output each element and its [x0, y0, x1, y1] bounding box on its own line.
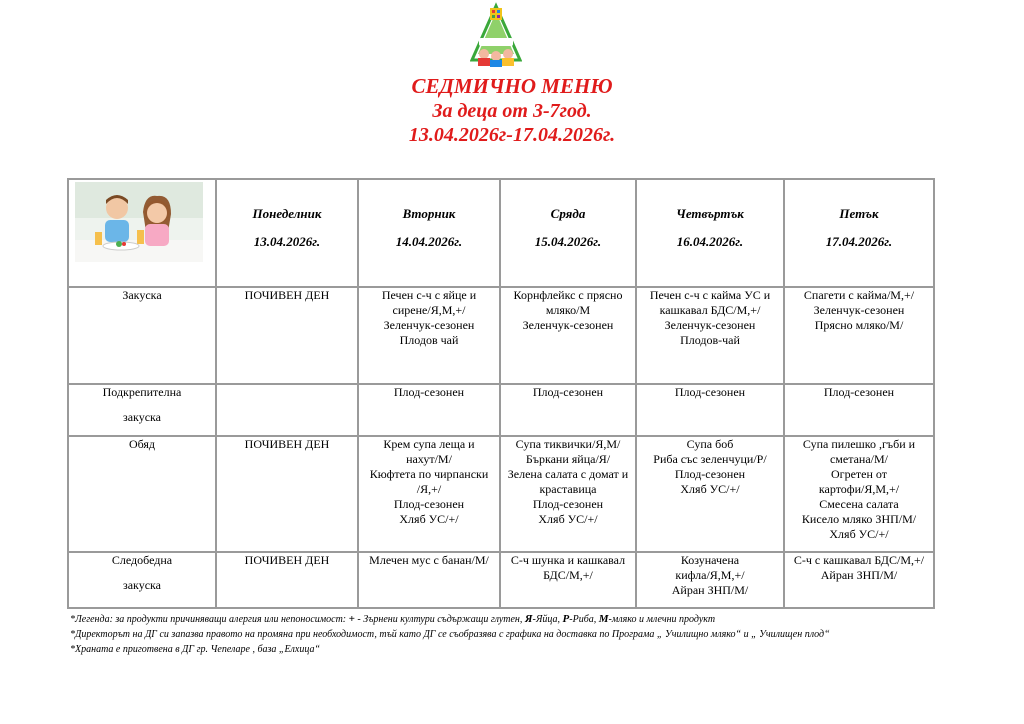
- menu-item-line: С-ч с кашкавал БДС/М,+/: [793, 553, 925, 567]
- menu-item-line: сирене/Я,М,+/: [392, 303, 466, 317]
- day-name: Вторник: [402, 206, 456, 221]
- legend-symbol: М: [598, 613, 609, 625]
- menu-cell: [216, 384, 358, 436]
- photo-cell: [68, 179, 216, 287]
- legend-symbol: Р: [562, 613, 570, 625]
- menu-item-line: кифла/Я,М,+/: [675, 568, 745, 582]
- menu-item-line: Плод-сезонен: [674, 385, 746, 399]
- menu-cell: [636, 287, 784, 384]
- menu-item-line: Зеленчук-сезонен: [383, 318, 475, 332]
- menu-title: СЕДМИЧНО МЕНЮ: [411, 74, 613, 98]
- menu-item-line: Смесена салата: [819, 497, 899, 511]
- menu-item-line: Супа пилешко ,гъби и: [802, 437, 916, 451]
- menu-item-line: Плодов чай: [399, 333, 459, 347]
- meal-label-text: Обяд: [128, 437, 156, 451]
- legend-block: [70, 612, 830, 657]
- weekly-menu-table: [67, 178, 935, 609]
- legend-symbol: +: [348, 613, 355, 625]
- menu-cell: [636, 436, 784, 552]
- menu-item-line: Плод-сезонен: [393, 497, 465, 511]
- children-eating-photo: [75, 182, 203, 262]
- menu-cell: [358, 436, 500, 552]
- menu-item-line: ПОЧИВЕН ДЕН: [244, 553, 330, 567]
- day-date: 16.04.2026г.: [676, 234, 744, 249]
- menu-item-line: С-ч шунка и кашкавал: [510, 553, 626, 567]
- afternoon-snack-row: [68, 552, 934, 608]
- menu-cell: [784, 287, 934, 384]
- day-name: Петък: [839, 206, 879, 221]
- menu-cell: [500, 552, 636, 608]
- day-name: Четвъртък: [676, 206, 744, 221]
- menu-cell: [636, 384, 784, 436]
- day-name: Понеделник: [252, 206, 322, 221]
- menu-cell: [784, 384, 934, 436]
- menu-item-line: Плод-сезонен: [532, 385, 604, 399]
- menu-item-line: Риба със зеленчуци/Р/: [653, 452, 767, 466]
- menu-item-line: ПОЧИВЕН ДЕН: [244, 288, 330, 302]
- menu-item-line: Кюфтета по чирпански: [369, 467, 489, 481]
- menu-item-line: ПОЧИВЕН ДЕН: [244, 437, 330, 451]
- legend-text: -Яйца,: [532, 614, 563, 625]
- day-name: Сряда: [550, 206, 586, 221]
- menu-cell: [216, 552, 358, 608]
- snack-row: [68, 384, 934, 436]
- menu-item-line: Печен с-ч с яйце и: [381, 288, 477, 302]
- menu-subtitle: За деца от 3-7год.: [432, 100, 592, 122]
- menu-item-line: /Я,+/: [416, 482, 442, 496]
- meal-label: [68, 436, 216, 552]
- menu-item-line: Зеленчук-сезонен: [664, 318, 756, 332]
- menu-item-line: Крем супа леща и: [383, 437, 475, 451]
- menu-item-line: Прясно мляко/М/: [814, 318, 904, 332]
- day-header-friday: [784, 179, 934, 287]
- meal-label-text: Подкрепителна: [102, 385, 182, 399]
- menu-item-line: Супа тиквички/Я,М/: [515, 437, 621, 451]
- meal-label-text-line2: закуска: [122, 410, 162, 424]
- menu-cell: [216, 287, 358, 384]
- menu-item-line: Спагети с кайма/М,+/: [803, 288, 915, 302]
- menu-item-line: Зеленчук-сезонен: [522, 318, 614, 332]
- legend-text: -Риба,: [569, 614, 599, 625]
- legend-text: Директорът на ДГ си запазва правото на промяна при необходимост, тъй като ДГ се съобразява с графика на доставка по Програма „ Училищно мляко“ и „ Училищен плод“: [75, 629, 830, 640]
- menu-item-line: Хляб УС/+/: [829, 527, 889, 541]
- menu-cell: [216, 436, 358, 552]
- menu-item-line: сметана/М/: [829, 452, 889, 466]
- menu-item-line: Млечен мус с банан/М/: [369, 553, 489, 567]
- meal-label-text-line2: закуска: [122, 578, 162, 592]
- legend-text: -мляко и млечни продукт: [608, 614, 716, 625]
- legend-director-note: *Директорът на ДГ си запазва правото на промяна при необходимост, тъй като ДГ се съобразява с графика на доставка по Програма „ Училищно мляко“ и „ Училищен плод“: [70, 629, 830, 640]
- menu-cell: [358, 287, 500, 384]
- breakfast-row: [68, 287, 934, 384]
- meal-label: [68, 287, 216, 384]
- menu-cell: [636, 552, 784, 608]
- lunch-row: [68, 436, 934, 552]
- menu-cell: [784, 552, 934, 608]
- menu-item-line: Хляб УС/+/: [538, 512, 598, 526]
- menu-item-line: Козуначена: [680, 553, 740, 567]
- legend-allergens: *Легенда: за продукти причиняващи алергия или непоносимост: + - Зърнени култури съдържащи глутен, Я-Яйца, Р-Риба, М-мляко и млечни продукт: [70, 613, 716, 625]
- menu-cell: [500, 287, 636, 384]
- meal-label: [68, 552, 216, 608]
- menu-header: [0, 74, 1024, 147]
- menu-item-line: краставица: [539, 482, 597, 496]
- menu-item-line: Кисело мляко ЗНП/М/: [801, 512, 917, 526]
- menu-item-line: Айран ЗНП/М/: [820, 568, 898, 582]
- menu-item-line: Плод-сезонен: [674, 467, 746, 481]
- menu-item-line: Супа боб: [686, 437, 734, 451]
- menu-item-line: мляко/М: [545, 303, 591, 317]
- meal-label: [68, 384, 216, 436]
- kindergarten-logo: [470, 2, 522, 68]
- menu-item-line: Хляб УС/+/: [680, 482, 740, 496]
- menu-cell: [358, 552, 500, 608]
- menu-item-line: Плодов-чай: [680, 333, 740, 347]
- menu-item-line: Печен с-ч с кайма УС и: [649, 288, 771, 302]
- day-header-thursday: [636, 179, 784, 287]
- day-date: 14.04.2026г.: [395, 234, 463, 249]
- menu-cell: [500, 436, 636, 552]
- menu-item-line: Огретен от: [831, 467, 887, 481]
- menu-item-line: Бъркани яйца/Я/: [525, 452, 611, 466]
- menu-item-line: Плод-сезонен: [823, 385, 895, 399]
- day-header-tuesday: [358, 179, 500, 287]
- menu-item-line: Зеленчук-сезонен: [813, 303, 905, 317]
- menu-item-line: Корнфлейкс с прясно: [513, 288, 623, 302]
- days-header-row: [68, 179, 934, 287]
- menu-item-line: Плод-сезонен: [393, 385, 465, 399]
- meal-label-text: Закуска: [122, 288, 162, 302]
- day-header-wednesday: [500, 179, 636, 287]
- legend-symbol: Я: [524, 613, 533, 625]
- legend-text: Легенда: за продукти причиняващи алергия или непоносимост:: [75, 614, 349, 625]
- menu-item-line: кашкавал БДС/М,+/: [659, 303, 761, 317]
- day-header-monday: [216, 179, 358, 287]
- menu-item-line: нахут/М/: [406, 452, 452, 466]
- menu-cell: [500, 384, 636, 436]
- day-date: 15.04.2026г.: [534, 234, 602, 249]
- menu-item-line: Зелена салата с домат и: [507, 467, 629, 481]
- legend-kitchen-note: *Храната е приготвена в ДГ гр. Чепеларе , база „Елхица“: [70, 644, 321, 655]
- meal-label-text: Следобедна: [111, 553, 173, 567]
- day-date: 13.04.2026г.: [253, 234, 321, 249]
- menu-cell: [358, 384, 500, 436]
- menu-cell: [784, 436, 934, 552]
- legend-text: Храната е приготвена в ДГ гр. Чепеларе , база „Елхица“: [75, 644, 321, 655]
- menu-item-line: картофи/Я,М,+/: [818, 482, 900, 496]
- day-date: 17.04.2026г.: [825, 234, 893, 249]
- menu-item-line: Хляб УС/+/: [399, 512, 459, 526]
- menu-item-line: БДС/М,+/: [543, 568, 593, 582]
- menu-item-line: Плод-сезонен: [532, 497, 604, 511]
- menu-item-line: Айран ЗНП/М/: [671, 583, 749, 597]
- menu-period: 13.04.2026г-17.04.2026г.: [408, 124, 616, 146]
- legend-text: - Зърнени култури съдържащи глутен,: [354, 614, 525, 625]
